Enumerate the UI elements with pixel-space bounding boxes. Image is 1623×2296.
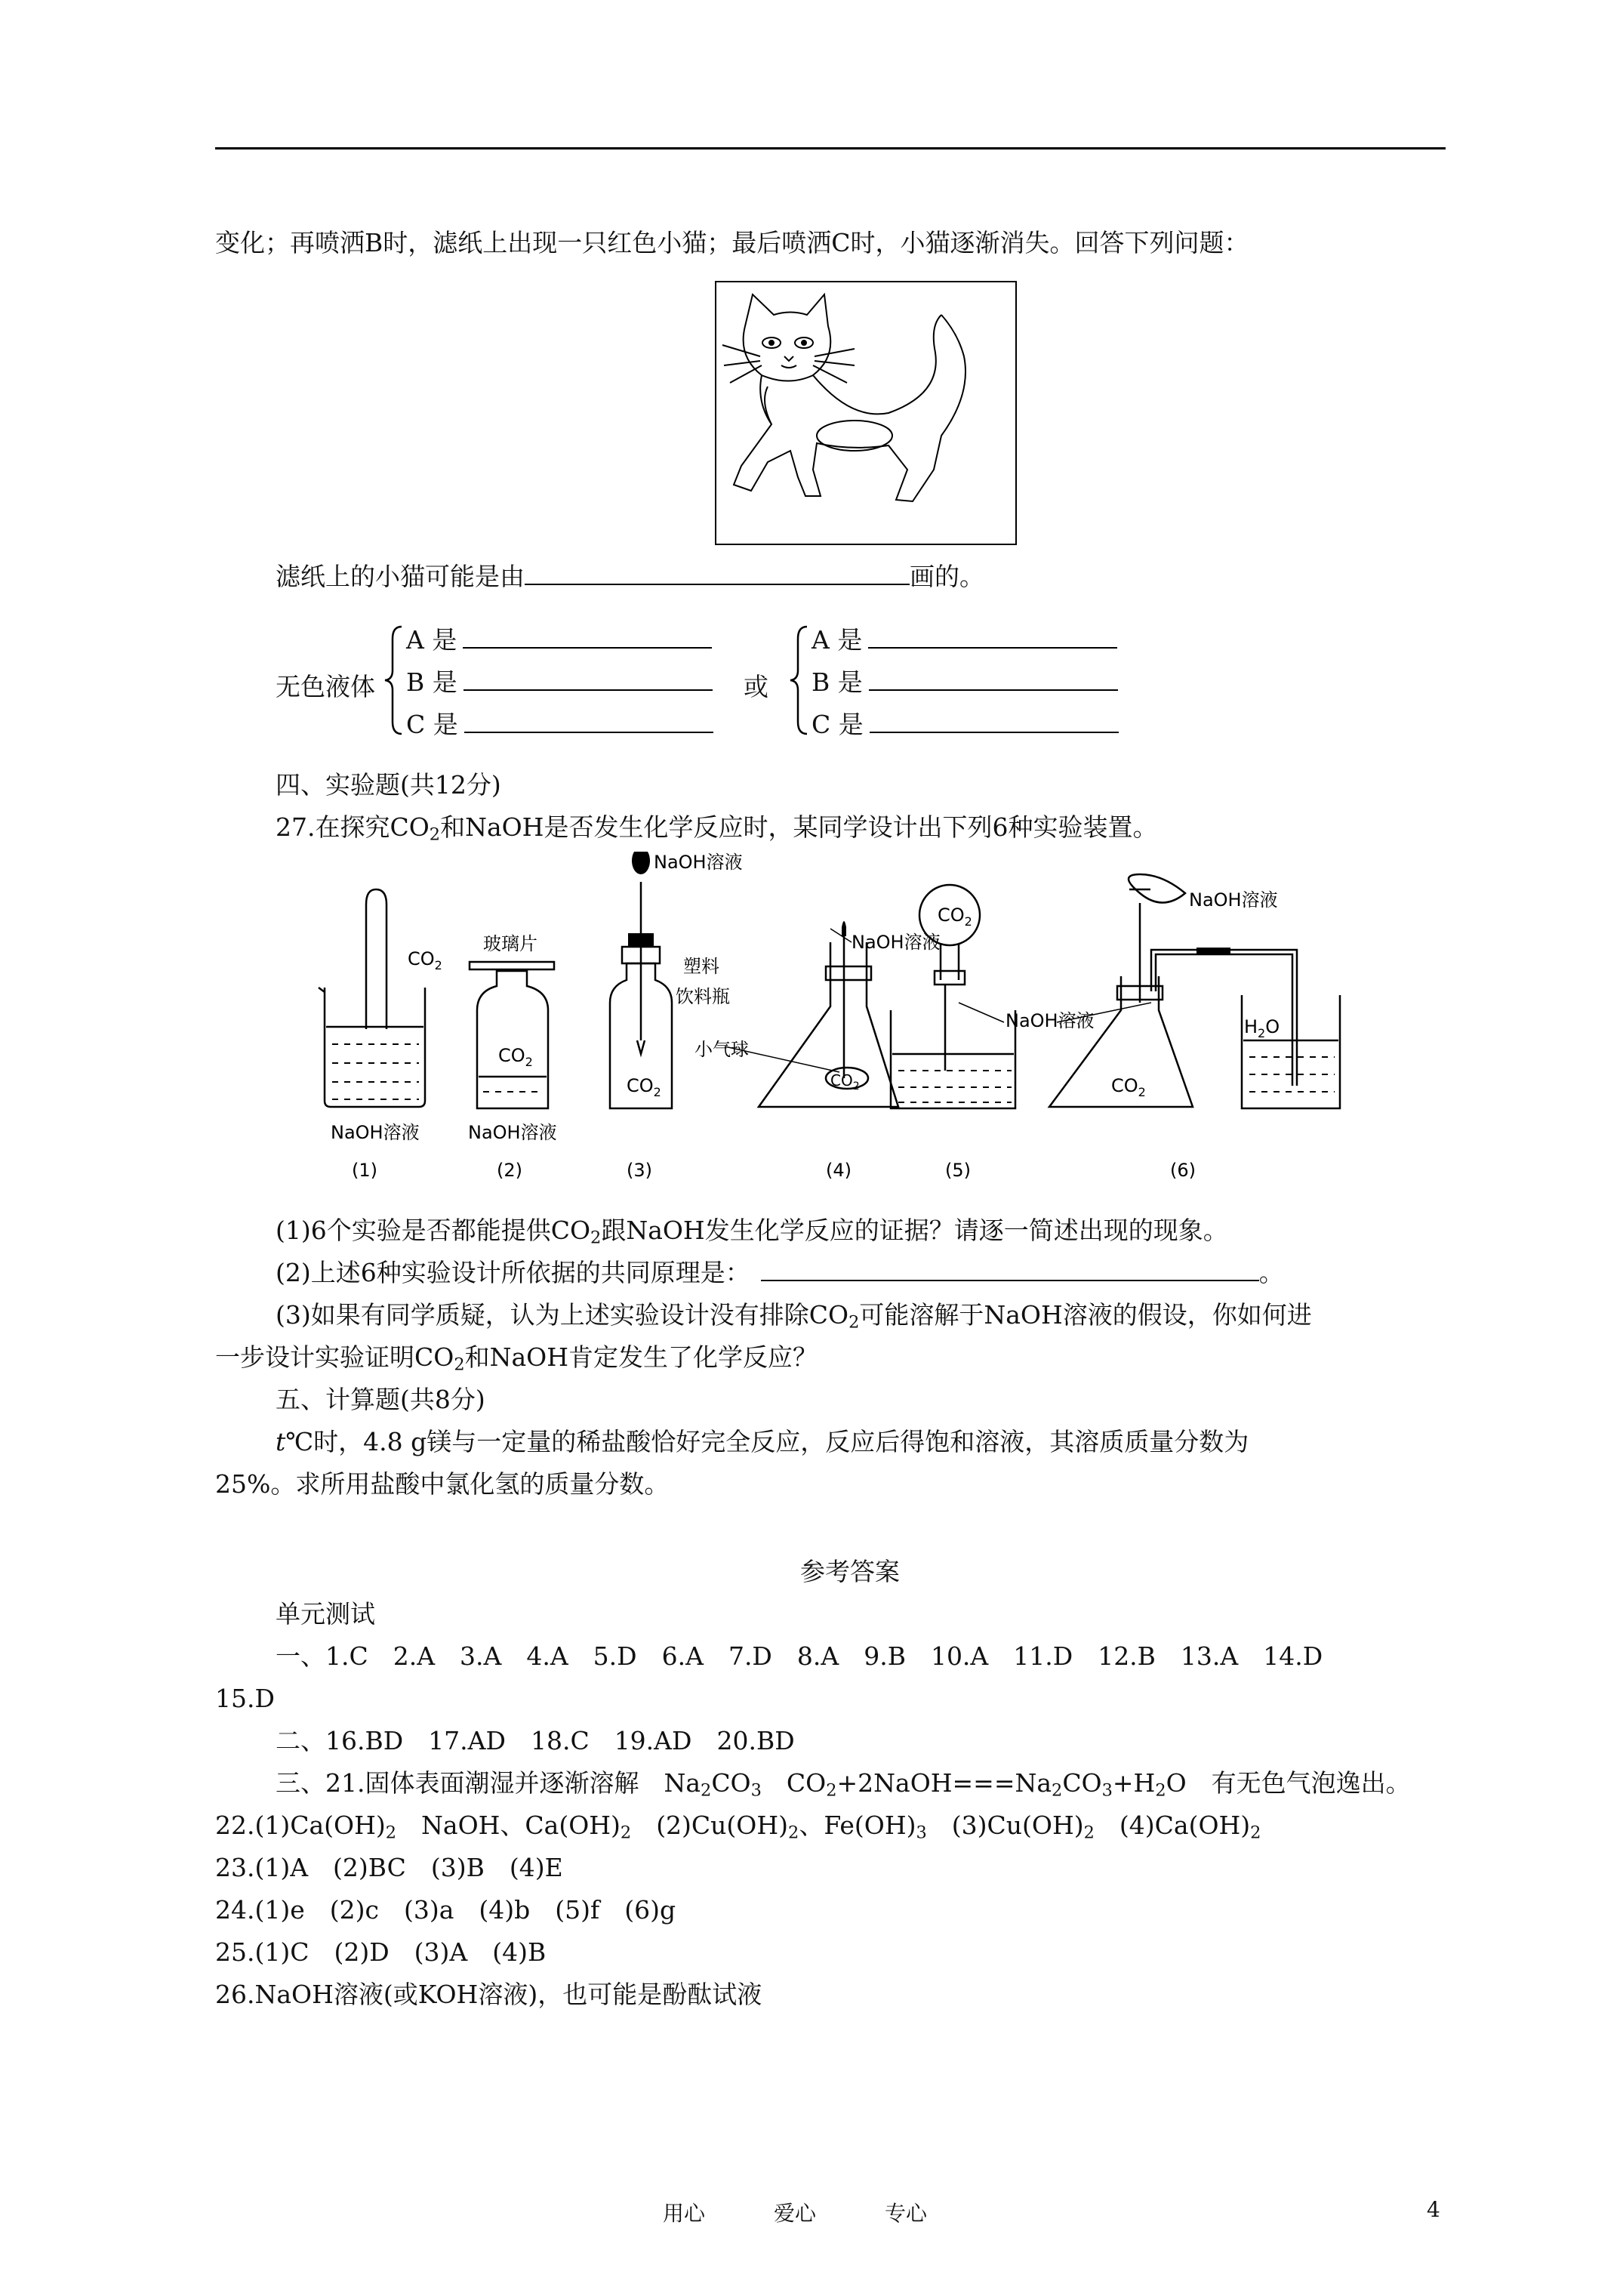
a-label: A 是 [406,625,457,655]
option-b-row [406,666,713,699]
question-27-3 [276,1299,1312,1332]
text: +2NaOH===Na [836,1768,1052,1798]
text: 和NaOH肯定发生了化学反应？ [464,1342,818,1372]
answers-24: 24.(1)e (2)c (3)a (4)b (5)f (6)g [215,1895,676,1925]
answers-21 [276,1767,1411,1800]
fig-co2: $CO_2$ [938,905,972,929]
text: 22.(1)Ca(OH) [215,1811,386,1840]
question-27 [276,811,1157,844]
subscript: 2 [1250,1823,1261,1843]
answer-blank[interactable] [869,667,1118,691]
footer-text: 专心 [885,2201,928,2226]
footer-text: 爱心 [774,2201,817,2226]
subscript: 2 [590,1228,602,1248]
cat-drawing [715,281,1017,545]
text: NaOH、Ca(OH) [396,1811,621,1840]
subscript: 3 [750,1780,762,1801]
subscript: 3 [1101,1780,1113,1801]
cat-question-text: 滤纸上的小猫可能是由 [276,562,525,591]
text: 27.在探究CO [276,812,430,842]
fig-h2o: $H_2O$ [1244,1016,1280,1040]
cat-question [276,560,984,593]
fig-label-3: (3) [627,1160,652,1181]
answers-2: 二、16.BD 17.AD 18.C 19.AD 20.BD [276,1726,795,1755]
subscript: 2 [429,824,441,845]
text: 可能溶解于NaOH溶液的假设，你如何进 [859,1300,1312,1330]
b-label: B 是 [812,667,863,697]
text: 。 [1258,1258,1284,1287]
text: CO [711,1768,751,1798]
cat-question-end: 画的。 [910,562,984,591]
option-a2-row [812,624,1117,657]
or-label: 或 [744,672,768,701]
subscript: 2 [788,1823,799,1843]
text: CO [1062,1768,1102,1798]
text: (2)Cu(OH) [631,1811,789,1840]
answers-1-cont: 15.D [215,1684,275,1713]
question-28 [276,1425,1249,1459]
fig-naoh: NaOH溶液 [852,932,941,953]
fig-balloon: 小气球 [694,1039,749,1060]
fig-naoh: NaOH溶液 [1189,889,1278,911]
paragraph-line: 变化；再喷洒B时，滤纸上出现一只红色小猫；最后喷洒C时，小猫逐渐消失。回答下列问题： [215,228,1249,257]
answer-blank[interactable] [525,561,910,585]
option-c2-row [812,708,1119,741]
fig-co2: $CO_2$ [498,1045,533,1069]
subscript: 2 [701,1780,712,1801]
text: ℃时，4.8 g镁与一定量的稀盐酸恰好完全反应，反应后得饱和溶液，其溶质质量分数为 [285,1427,1249,1456]
fig-co2: $CO_2$ [408,948,442,972]
fig-plastic: 饮料瓶 [676,986,730,1007]
option-a-row [406,624,712,657]
fig-co2: $CO_2$ [1111,1075,1146,1099]
fig-co2: $CO_2$ [830,1071,860,1093]
fig-naoh: NaOH溶液 [654,852,743,873]
text: (3)Cu(OH) [926,1811,1084,1840]
text: (3)如果有同学质疑，认为上述实验设计没有排除CO [276,1300,849,1330]
footer-text: 用心 [663,2201,706,2226]
b-label: B 是 [406,667,457,697]
text: 和NaOH是否发生化学反应时，某同学设计出下列6种实验装置。 [440,812,1158,842]
subscript: 2 [385,1823,397,1843]
fig-plastic: 塑料 [683,956,719,977]
subscript: 2 [1083,1823,1095,1843]
answer-blank[interactable] [463,667,713,691]
question-27-2 [276,1256,1284,1290]
answer-blank[interactable] [464,709,713,733]
subscript: 2 [848,1312,860,1333]
text: (2)上述6种实验设计所依据的共同原理是： [276,1258,750,1287]
text: 跟NaOH发生化学反应的证据？请逐一简述出现的现象。 [601,1216,1228,1245]
option-c-row [406,708,713,741]
apparatus-figure [302,852,1344,1184]
answers-26: 26.NaOH溶液(或KOH溶液)，也可能是酚酞试液 [215,1980,762,2009]
left-brace [383,624,406,737]
question-27-1 [276,1214,1228,1247]
fig-label-2: (2) [497,1160,522,1181]
answer-blank[interactable] [868,624,1117,649]
fig-naoh: NaOH溶液 [1006,1010,1095,1031]
fig-label-4: (4) [826,1160,852,1181]
unit-test-label: 单元测试 [276,1599,375,1629]
c-label: C 是 [812,710,864,739]
text: 一步设计实验证明CO [215,1342,454,1372]
subscript: 2 [620,1823,632,1843]
text: O 有无色气泡逸出。 [1166,1768,1411,1798]
c-label: C 是 [406,710,458,739]
subscript: 2 [1052,1780,1063,1801]
right-brace [789,624,812,737]
a-label: A 是 [812,625,863,655]
fig-label-6: (6) [1170,1160,1196,1181]
fig-co2: $CO_2$ [627,1075,661,1099]
fig-glass-slide: 玻璃片 [483,933,537,954]
page-number: 4 [1427,2197,1440,2222]
brace-label: 无色液体 [276,672,375,701]
fig-label-5: (5) [945,1160,971,1181]
option-b2-row [812,666,1118,699]
subscript: 2 [1155,1780,1166,1801]
answer-blank[interactable] [761,1257,1259,1281]
answers-22 [215,1809,1261,1842]
question-28-cont: 25%。求所用盐酸中氯化氢的质量分数。 [215,1469,670,1499]
text: 、Fe(OH) [799,1811,916,1840]
fig-naoh: NaOH溶液 [468,1122,557,1143]
fig-naoh: NaOH溶液 [331,1122,420,1143]
text: 三、21.固体表面潮湿并逐渐溶解 Na [276,1768,701,1798]
section-heading: 五、计算题(共8分) [276,1385,485,1414]
subscript: 2 [826,1780,837,1801]
answers-title: 参考答案 [800,1557,900,1586]
text: +H [1112,1768,1156,1798]
question-27-3-cont [215,1341,818,1374]
answer-blank[interactable] [463,624,712,649]
fig-label-1: (1) [352,1160,377,1181]
subscript: 3 [916,1823,927,1843]
answers-23: 23.(1)A (2)BC (3)B (4)E [215,1853,563,1882]
answer-blank[interactable] [870,709,1119,733]
subscript: 2 [454,1354,465,1375]
answers-25: 25.(1)C (2)D (3)A (4)B [215,1937,547,1967]
text: t [276,1427,286,1456]
header-rule [215,147,1446,149]
section-heading: 四、实验题(共12分) [276,770,501,800]
text: (1)6个实验是否都能提供CO [276,1216,591,1245]
text: (4)Ca(OH) [1094,1811,1251,1840]
text: CO [761,1768,827,1798]
answers-1: 一、1.C 2.A 3.A 4.A 5.D 6.A 7.D 8.A 9.B 10.A 11.D 12.B 13.A 14.D [276,1641,1323,1671]
